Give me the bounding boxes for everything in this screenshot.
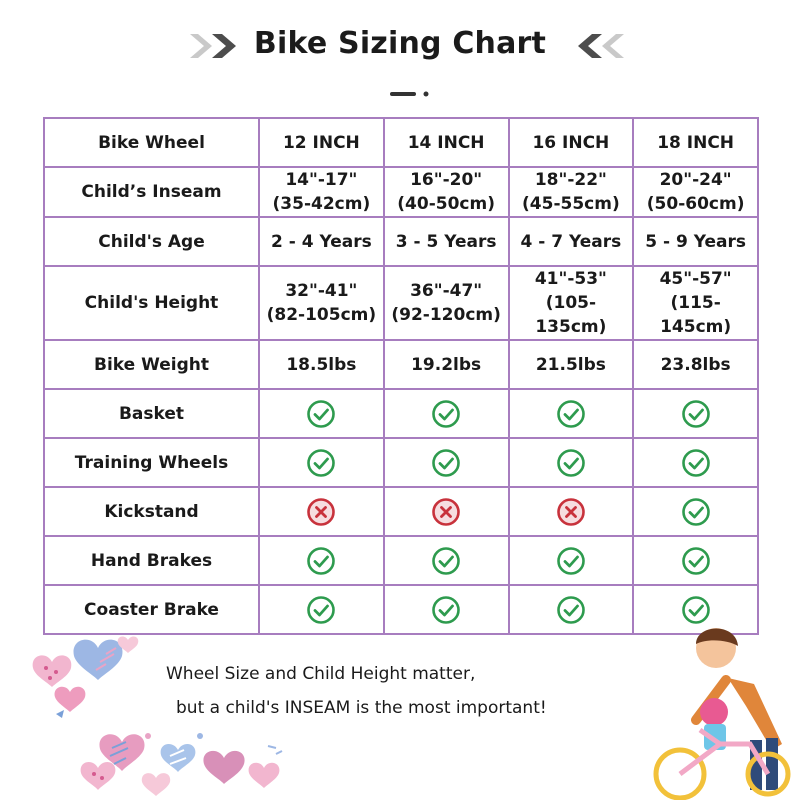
cell-line: (92-120cm) — [391, 305, 501, 325]
feature-cell — [633, 438, 758, 487]
cell-line: 20"-24" — [659, 170, 732, 190]
row-label: Basket — [44, 389, 259, 438]
table-row — [44, 487, 758, 536]
cell-line: 32"-41" — [285, 281, 358, 301]
table-row — [44, 167, 758, 217]
table-cell — [509, 266, 634, 340]
cell-line: 36"-47" — [410, 281, 483, 301]
cell-line: 19.2lbs — [411, 354, 482, 375]
check-circle-icon — [556, 448, 586, 478]
check-circle-icon — [556, 399, 586, 429]
cell-line: (115-145cm) — [660, 293, 732, 337]
cell-line: 18.5lbs — [286, 354, 357, 375]
feature-cell — [509, 585, 634, 634]
cell-line: (45-55cm) — [522, 194, 620, 214]
title-divider — [390, 90, 430, 98]
cell-line: (50-60cm) — [646, 194, 745, 214]
row-label: Child's Height — [44, 266, 259, 340]
feature-cell — [259, 487, 384, 536]
row-label: Child's Age — [44, 217, 259, 266]
cell-line: 2 - 4 Years — [271, 231, 372, 252]
table-row — [44, 438, 758, 487]
check-circle-icon — [431, 448, 461, 478]
feature-cell — [384, 487, 509, 536]
cell-line: 41"-53" — [534, 269, 607, 289]
cross-circle-icon — [556, 497, 586, 527]
chevron-left-icon — [572, 28, 624, 64]
feature-cell — [633, 487, 758, 536]
page-title: Bike Sizing Chart — [253, 26, 547, 61]
cell-line: 5 - 9 Years — [645, 231, 746, 252]
row-label: Kickstand — [44, 487, 259, 536]
table-cell — [633, 266, 758, 340]
table-header-row — [44, 118, 758, 167]
check-circle-icon — [681, 448, 711, 478]
sizing-table — [43, 117, 759, 635]
feature-cell — [633, 536, 758, 585]
cell-line: 16"-20" — [410, 170, 483, 190]
table-cell — [384, 266, 509, 340]
cell-line: (82-105cm) — [266, 305, 377, 325]
cell-line: 18"-22" — [534, 170, 607, 190]
check-circle-icon — [306, 595, 336, 625]
feature-cell — [509, 438, 634, 487]
parent-child-bike-illustration — [640, 620, 800, 800]
table-cell — [259, 167, 384, 217]
table-row — [44, 340, 758, 389]
header-bike-wheel: Bike Wheel — [44, 118, 259, 167]
check-circle-icon — [556, 595, 586, 625]
feature-cell — [259, 438, 384, 487]
table-cell — [384, 340, 509, 389]
feature-cell — [633, 389, 758, 438]
check-circle-icon — [306, 546, 336, 576]
table-cell — [633, 167, 758, 217]
note-line-1: Wheel Size and Child Height matter, — [166, 664, 476, 684]
table-cell — [259, 217, 384, 266]
check-circle-icon — [681, 546, 711, 576]
cell-line: 45"-57" — [659, 269, 732, 289]
cell-line: 14"-17" — [285, 170, 358, 190]
cell-line: 23.8lbs — [660, 354, 731, 375]
feature-cell — [259, 389, 384, 438]
header-14-inch: 14 INCH — [384, 118, 509, 167]
table-cell — [509, 217, 634, 266]
table-row — [44, 266, 758, 340]
row-label: Bike Weight — [44, 340, 259, 389]
row-label: Coaster Brake — [44, 585, 259, 634]
cell-line: 21.5lbs — [535, 354, 606, 375]
header — [0, 22, 800, 72]
table-cell — [509, 340, 634, 389]
check-circle-icon — [306, 448, 336, 478]
table-row — [44, 536, 758, 585]
header-12-inch: 12 INCH — [259, 118, 384, 167]
cell-line: 3 - 5 Years — [395, 231, 497, 252]
check-circle-icon — [306, 399, 336, 429]
table-row — [44, 389, 758, 438]
check-circle-icon — [556, 546, 586, 576]
table-cell — [259, 266, 384, 340]
cross-circle-icon — [306, 497, 336, 527]
feature-cell — [384, 438, 509, 487]
table-cell — [633, 340, 758, 389]
cell-line: (105-135cm) — [535, 293, 607, 337]
row-label: Hand Brakes — [44, 536, 259, 585]
header-18-inch: 18 INCH — [633, 118, 758, 167]
feature-cell — [509, 487, 634, 536]
header-16-inch: 16 INCH — [509, 118, 634, 167]
cell-line: (35-42cm) — [272, 194, 371, 214]
row-label: Child’s Inseam — [44, 167, 259, 217]
check-circle-icon — [681, 497, 711, 527]
feature-cell — [384, 389, 509, 438]
feature-cell — [384, 536, 509, 585]
table-cell — [384, 217, 509, 266]
check-circle-icon — [431, 595, 461, 625]
feature-cell — [384, 585, 509, 634]
check-circle-icon — [431, 546, 461, 576]
table-cell — [384, 167, 509, 217]
table-cell — [509, 167, 634, 217]
table-cell — [259, 340, 384, 389]
note-line-2: but a child's INSEAM is the most important! — [176, 698, 547, 718]
check-circle-icon — [681, 399, 711, 429]
cell-line: (40-50cm) — [397, 194, 495, 214]
feature-cell — [259, 536, 384, 585]
cross-circle-icon — [431, 497, 461, 527]
feature-cell — [509, 389, 634, 438]
check-circle-icon — [431, 399, 461, 429]
table-row — [44, 217, 758, 266]
cell-line: 4 - 7 Years — [520, 231, 622, 252]
row-label: Training Wheels — [44, 438, 259, 487]
table-cell — [633, 217, 758, 266]
feature-cell — [509, 536, 634, 585]
